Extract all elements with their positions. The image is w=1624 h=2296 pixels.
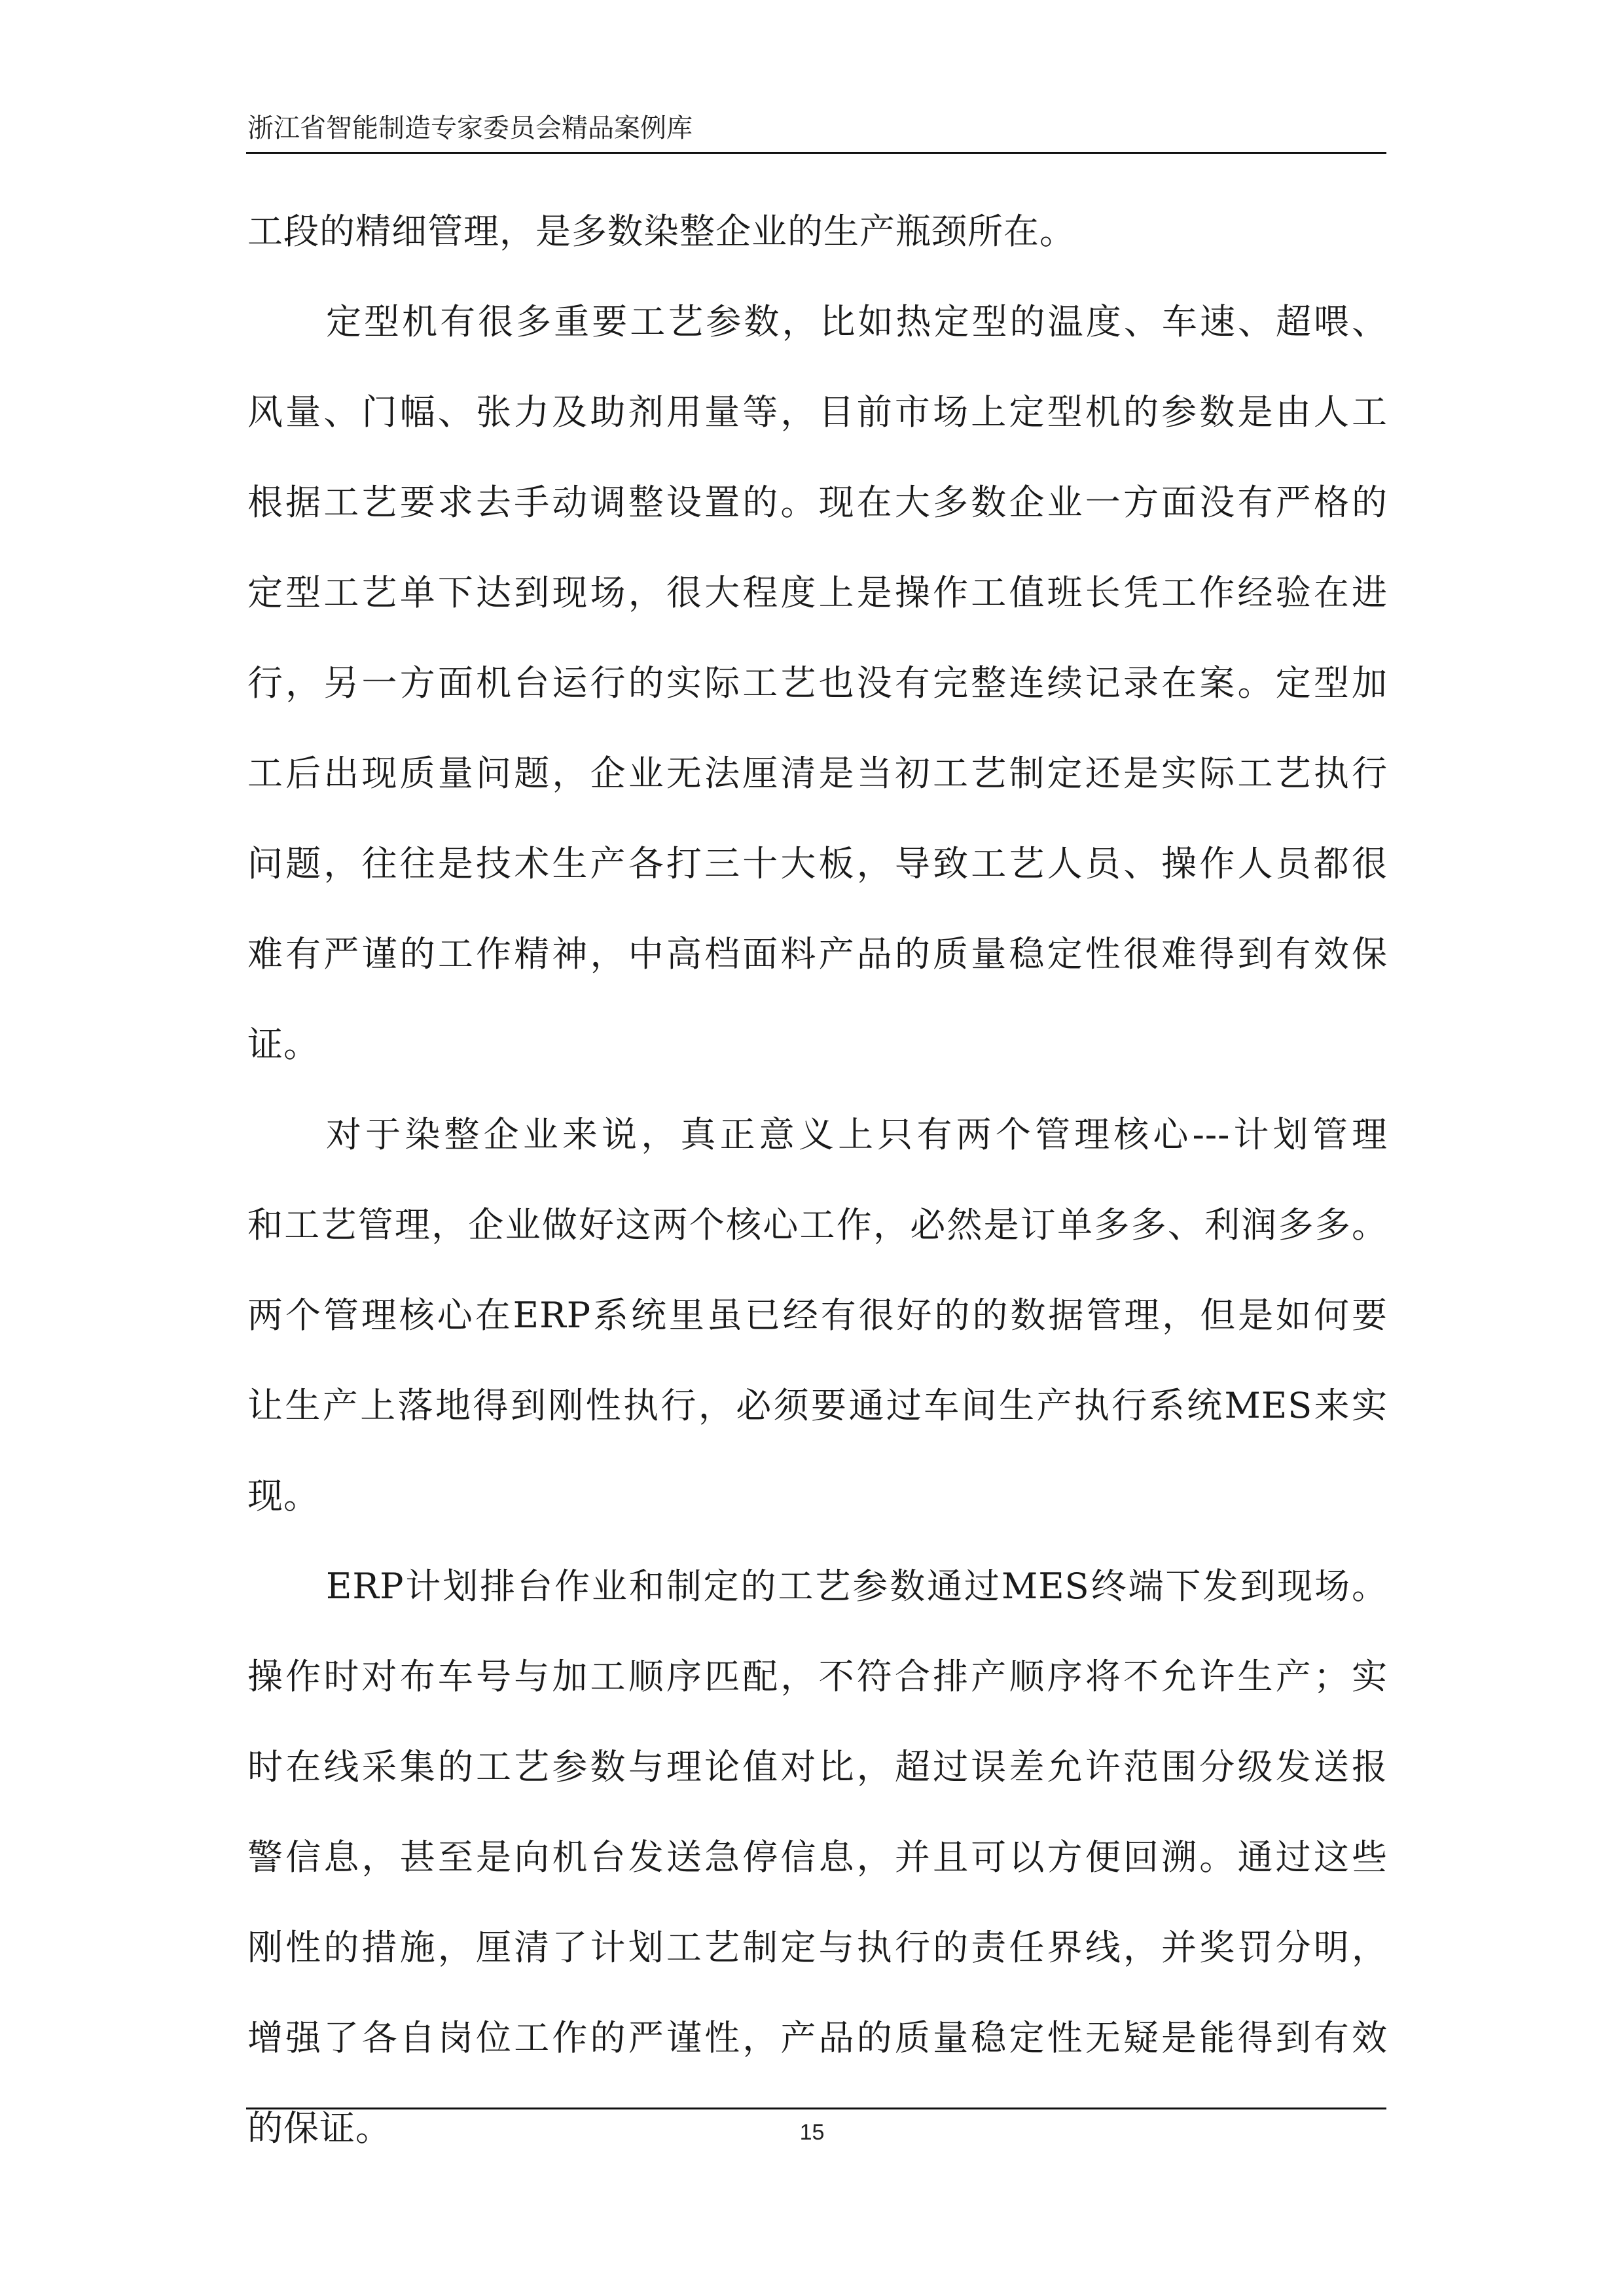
paragraph-line: 难有严谨的工作精神，中高档面料产品的质量稳定性很难得到有效保 bbox=[247, 933, 1388, 975]
paragraph-line: 工段的精细管理，是多数染整企业的生产瓶颈所在。 bbox=[247, 211, 1075, 252]
footer-divider bbox=[246, 2108, 1386, 2109]
paragraph-line: 两个管理核心在ERP系统里虽已经有很好的的数据管理，但是如何要 bbox=[247, 1295, 1388, 1336]
paragraph-line: 操作时对布车号与加工顺序匹配，不符合排产顺序将不允许生产；实 bbox=[247, 1656, 1388, 1697]
header-divider bbox=[246, 152, 1386, 154]
paragraph-line: 定型机有很多重要工艺参数，比如热定型的温度、车速、超喂、 bbox=[326, 301, 1388, 342]
paragraph-line: 的保证。 bbox=[247, 2108, 391, 2149]
body-text bbox=[247, 208, 1388, 2195]
paragraph-line: 问题，往往是技术生产各打三十大板，导致工艺人员、操作人员都很 bbox=[247, 843, 1388, 884]
running-header: 浙江省智能制造专家委员会精品案例库 bbox=[247, 113, 693, 143]
paragraph-line: 和工艺管理，企业做好这两个核心工作，必然是订单多多、利润多多。 bbox=[247, 1204, 1388, 1246]
paragraph-line: 风量、门幅、张力及助剂用量等，目前市场上定型机的参数是由人工 bbox=[247, 391, 1388, 433]
paragraph-line: 让生产上落地得到刚性执行，必须要通过车间生产执行系统MES来实 bbox=[247, 1385, 1388, 1426]
paragraph-line: 警信息，甚至是向机台发送急停信息，并且可以方便回溯。通过这些 bbox=[247, 1837, 1388, 1878]
paragraph-line: ERP计划排台作业和制定的工艺参数通过MES终端下发到现场。 bbox=[326, 1566, 1388, 1607]
paragraph-line: 根据工艺要求去手动调整设置的。现在大多数企业一方面没有严格的 bbox=[247, 482, 1388, 523]
paragraph-line: 证。 bbox=[247, 1024, 319, 1065]
paragraph-line: 对于染整企业来说，真正意义上只有两个管理核心---计划管理 bbox=[326, 1114, 1388, 1155]
paragraph-line: 工后出现质量问题，企业无法厘清是当初工艺制定还是实际工艺执行 bbox=[247, 753, 1388, 794]
paragraph-line: 增强了各自岗位工作的严谨性，产品的质量稳定性无疑是能得到有效 bbox=[247, 2017, 1388, 2058]
paragraph-line: 行，另一方面机台运行的实际工艺也没有完整连续记录在案。定型加 bbox=[247, 662, 1388, 704]
page-number: 15 bbox=[799, 2120, 825, 2145]
paragraph-line: 定型工艺单下达到现场，很大程度上是操作工值班长凭工作经验在进 bbox=[247, 572, 1388, 613]
paragraph-line: 刚性的措施，厘清了计划工艺制定与执行的责任界线，并奖罚分明， bbox=[247, 1927, 1388, 1968]
paragraph-line: 时在线采集的工艺参数与理论值对比，超过误差允许范围分级发送报 bbox=[247, 1746, 1388, 1787]
paragraph-line: 现。 bbox=[247, 1475, 319, 1516]
